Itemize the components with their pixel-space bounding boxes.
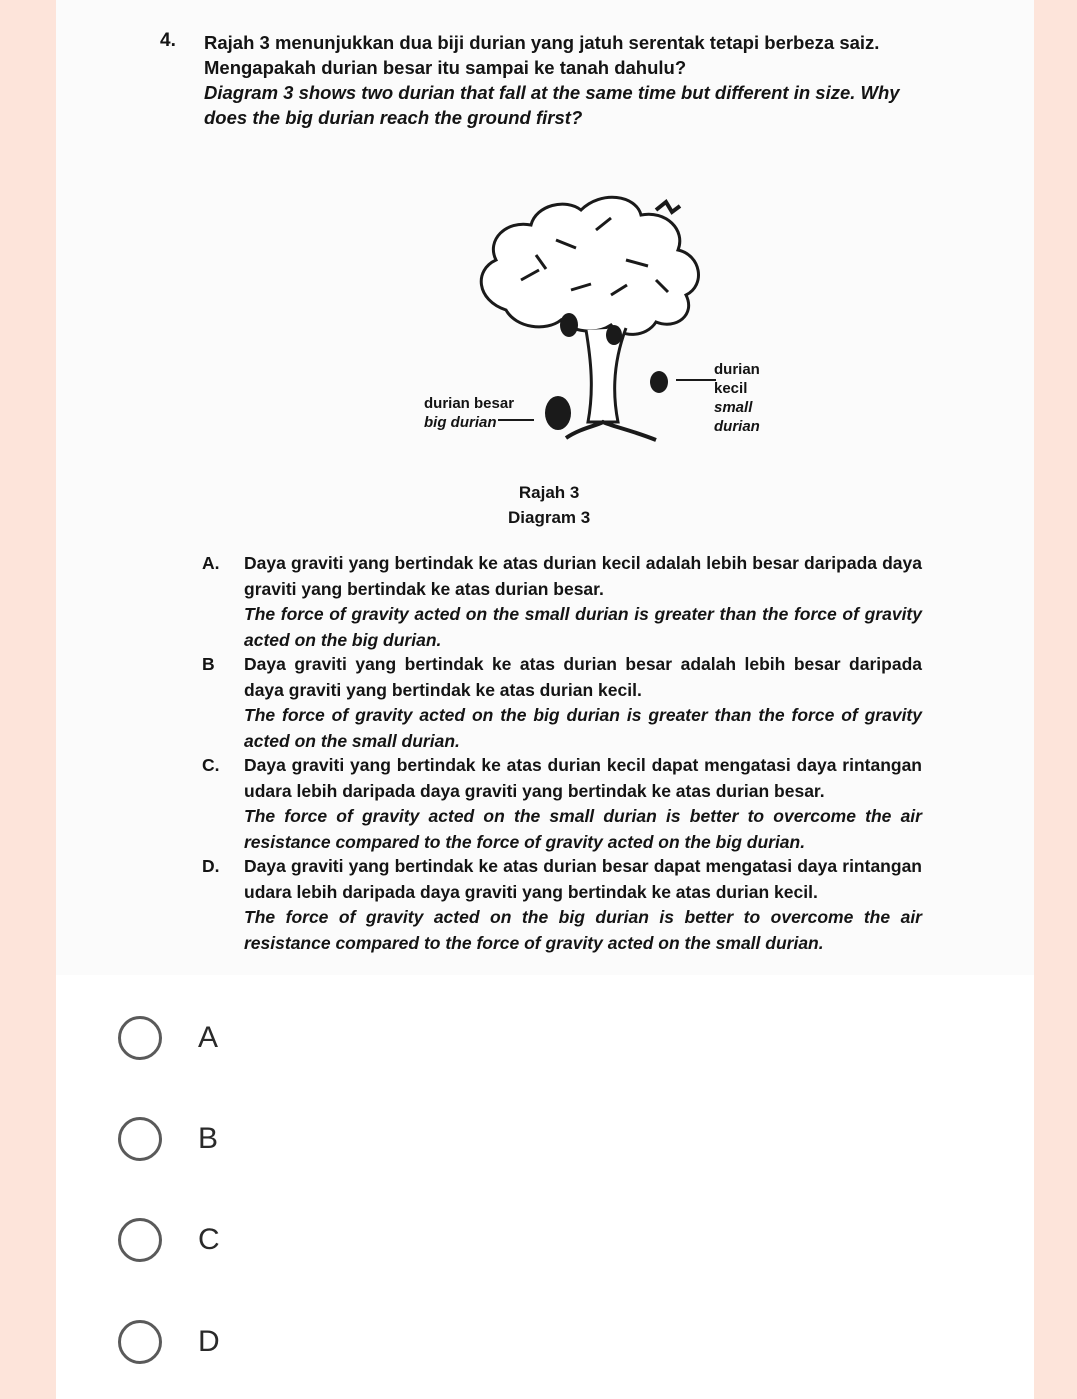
question-image [56, 0, 1034, 975]
diagram-caption-malay: Rajah 3 [518, 483, 580, 502]
option-c-malay: Daya graviti yang bertindak ke atas durian kecil dapat mengatasi daya rintangan udara lebih daripada daya graviti yang bertindak ke atas durian besar. [244, 755, 922, 801]
option-a-malay: Daya graviti yang bertindak ke atas durian kecil adalah lebih besar daripada daya graviti yang bertindak ke atas durian besar. [244, 553, 922, 599]
option-d-english: The force of gravity acted on the big durian is better to overcome the air resistance compared to the force of gravity acted on the small durian. [244, 907, 922, 953]
choice-d-label[interactable]: D [198, 1325, 220, 1358]
choice-a[interactable] [118, 1010, 438, 1066]
durian-tree-illustration [356, 160, 776, 460]
option-b-english: The force of gravity acted on the big durian is greater than the force of gravity acted on the small durian. [244, 705, 922, 751]
radio-c[interactable] [118, 1218, 162, 1262]
question-stem-malay: Rajah 3 menunjukkan dua biji durian yang jatuh serentak tetapi berbeza saiz. Mengapakah durian besar itu sampai ke tanah dahulu? [204, 32, 880, 78]
diagram-caption-english: Diagram 3 [508, 508, 591, 527]
radio-b[interactable] [118, 1117, 162, 1161]
option-d-letter: D. [202, 856, 220, 876]
question-number: 4. [160, 30, 176, 51]
diagram-caption [508, 480, 590, 530]
choice-c[interactable] [118, 1212, 438, 1268]
choice-d[interactable] [118, 1314, 438, 1370]
option-c-letter: C. [202, 755, 220, 775]
option-b-letter: B [202, 654, 215, 674]
small-durian-label [714, 360, 776, 436]
option-c [202, 753, 922, 855]
option-a-letter: A. [202, 553, 220, 573]
option-b-malay: Daya graviti yang bertindak ke atas durian besar adalah lebih besar daripada daya graviti yang bertindak ke atas durian kecil. [244, 654, 922, 700]
small-durian-label-malay: durian kecil [714, 361, 760, 397]
option-b [202, 652, 922, 754]
option-c-english: The force of gravity acted on the small durian is better to overcome the air resistance compared to the force of gravity acted on the big durian. [244, 806, 922, 852]
durian-tree-diagram [356, 160, 776, 530]
option-a [202, 551, 922, 653]
radio-a[interactable] [118, 1016, 162, 1060]
big-durian-label-malay: durian besar [424, 395, 515, 412]
question-card [56, 0, 1034, 1399]
option-a-english: The force of gravity acted on the small durian is greater than the force of gravity acted on the big durian. [244, 604, 922, 650]
small-durian-label-english: small durian [714, 399, 760, 435]
choice-b-label[interactable]: B [198, 1122, 219, 1155]
radio-d[interactable] [118, 1320, 162, 1364]
choice-c-label[interactable]: C [198, 1223, 220, 1256]
choice-b[interactable] [118, 1111, 438, 1167]
big-durian-label [424, 394, 514, 432]
choice-a-label[interactable]: A [198, 1021, 219, 1054]
option-d-malay: Daya graviti yang bertindak ke atas durian besar dapat mengatasi daya rintangan udara lebih daripada daya graviti yang bertindak ke atas durian kecil. [244, 856, 922, 902]
question-stem-english: Diagram 3 shows two durian that fall at the same time but different in size. Why does the big durian reach the ground first? [204, 82, 900, 128]
option-d [202, 854, 922, 956]
big-durian-label-english: big durian [424, 414, 497, 431]
